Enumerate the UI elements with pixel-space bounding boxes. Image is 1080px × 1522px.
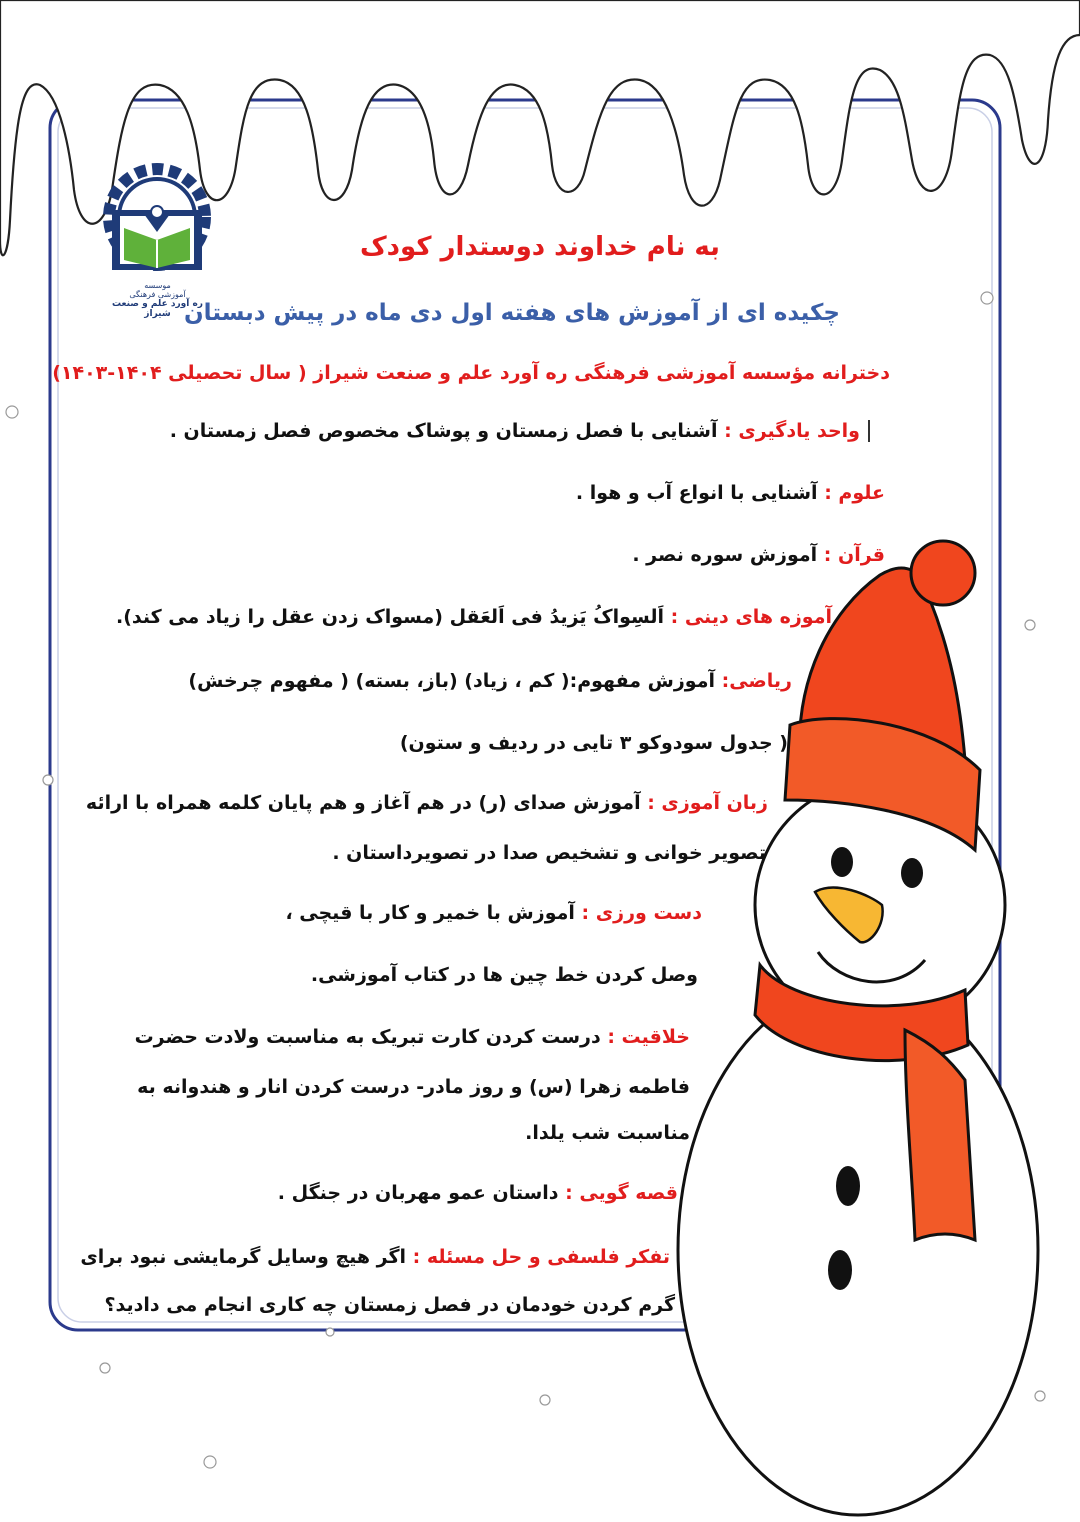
- section-creativity-line3: مناسبت شب یلدا.: [525, 1122, 690, 1144]
- section-math: [188, 670, 792, 692]
- section-creativity: [135, 1026, 690, 1048]
- section-religious: [116, 606, 832, 628]
- institute-logo: [100, 160, 215, 319]
- section-language-line2: تصویر خوانی و تشخیص صدا در تصویرداستان .: [332, 842, 766, 864]
- section-label: زبان آموزی :: [647, 792, 768, 814]
- section-text: اگر هیچ وسایل گرمایشی نبود برای: [80, 1246, 413, 1268]
- section-crafts-line2: وصل کردن خط چین ها در کتاب آموزشی.: [310, 964, 698, 986]
- section-label: دست ورزی :: [581, 902, 702, 924]
- section-label: قصه گویی :: [565, 1182, 678, 1204]
- section-philosophy: [80, 1246, 670, 1268]
- section-text: آشنایی با انواع آب و هوا .: [575, 482, 825, 504]
- section-label: آموزه های دینی :: [670, 606, 832, 628]
- section-label: ریاضی:: [721, 670, 792, 692]
- section-crafts: [285, 902, 702, 924]
- page-subtitle: چکیده ای از آموزش های هفته اول دی ماه در پیش دبستان: [184, 300, 840, 326]
- gear-book-icon: [100, 160, 215, 275]
- section-language: [86, 792, 768, 814]
- page-title: به نام خداوند دوستدار کودک: [360, 232, 720, 262]
- section-text: آموزش سوره نصر .: [632, 544, 824, 566]
- section-storytelling: [278, 1182, 678, 1204]
- section-philosophy-line2: گرم کردن خودمان در فصل زمستان چه کاری انجام می دادید؟: [104, 1294, 675, 1316]
- section-creativity-line2: فاطمه زهرا (س) و روز مادر- درست کردن انار و هندوانه به: [137, 1076, 690, 1098]
- section-text: آموزش صدای (ر) در هم آغاز و هم پایان کلمه همراه با ارائه: [85, 792, 648, 814]
- section-text: درست کردن کارت تبریک به مناسبت ولادت حضرت: [134, 1026, 608, 1048]
- logo-text-1: موسسه: [144, 281, 171, 290]
- section-label: خلاقیت :: [607, 1026, 690, 1048]
- section-text: داستان عمو مهربان در جنگل .: [277, 1182, 566, 1204]
- section-label: واحد یادگیری :: [724, 420, 860, 442]
- section-learning-unit: [170, 420, 870, 442]
- section-math-line2: ( جدول سودوکو ۳ تایی در ردیف و ستون): [399, 732, 788, 754]
- logo-text-2: آموزشی فرهنگی: [129, 290, 186, 299]
- section-text: آموزش با خمیر و کار با قیچی ،: [285, 902, 582, 924]
- section-text: آشنایی با فصل زمستان و پوشاک مخصوص فصل زمستان .: [169, 420, 725, 442]
- section-label: علوم :: [824, 482, 885, 504]
- logo-text-3: ره آورد علم و صنعت شیراز: [112, 299, 203, 319]
- section-text: آموزش مفهوم:( کم ، زیاد) (باز، بسته) ( مفهوم چرخش): [188, 670, 722, 692]
- section-label: قرآن :: [823, 544, 885, 566]
- institute-line: دخترانه مؤسسه آموزشی فرهنگی ره آورد علم و صنعت شیراز ( سال تحصیلی ۱۴۰۴-۱۴۰۳): [52, 362, 890, 384]
- section-label: تفکر فلسفی و حل مسئله :: [412, 1246, 670, 1268]
- section-science: [576, 482, 885, 504]
- section-quran: [632, 544, 885, 566]
- section-text: اَلسِواکُ یَزیدُ فی اَلعَقل (مسواک زدن عقل را زیاد می کند).: [116, 606, 671, 628]
